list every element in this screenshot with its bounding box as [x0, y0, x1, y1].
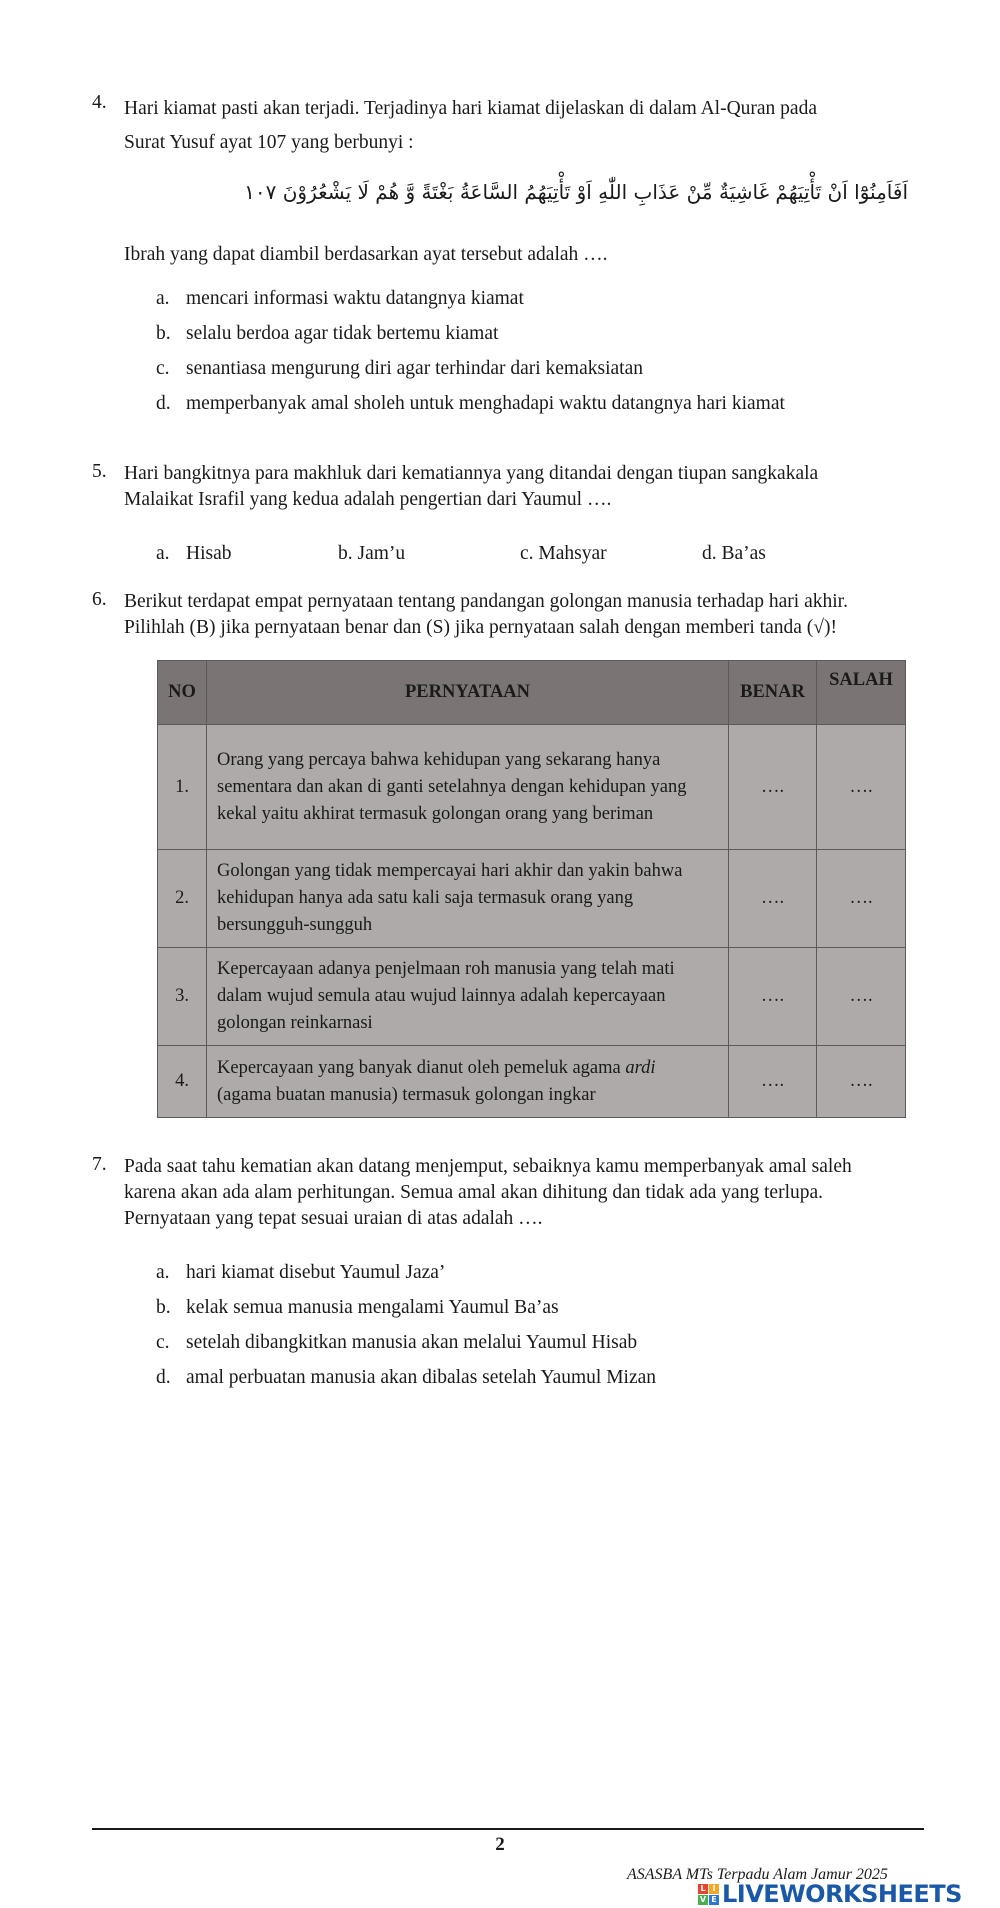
option-5d[interactable]: d. Ba’as — [702, 543, 766, 564]
option-4c[interactable] — [156, 358, 643, 380]
question-text-line: Hari kiamat pasti akan terjadi. Terjadinya hari kiamat dijelaskan di dalam Al-Quran pada — [124, 98, 817, 119]
question-text — [124, 92, 908, 160]
header-benar: BENAR — [729, 661, 817, 725]
statement-table — [157, 660, 906, 1118]
option-letter: a. — [156, 288, 170, 309]
table-row — [158, 1046, 906, 1118]
row-number: 3. — [158, 948, 207, 1046]
liveworksheets-logo-icon — [698, 1884, 719, 1905]
option-5a[interactable] — [156, 543, 232, 565]
arabic-verse: اَفَاَمِنُوْٓا اَنْ تَأْتِيَهُمْ غَاشِيَةٌ مِّنْ عَذَابِ اللّٰهِ اَوْ تَأْتِيَهُمُ السَّاعَةُ بَغْتَةً وَّ هُمْ لَا يَشْعُرُوْنَ ١٠٧ — [244, 180, 908, 204]
question-text — [124, 1154, 908, 1232]
question-text-line: Pilihlah (B) jika pernyataan benar dan (S) jika pernyataan salah dengan memberi tanda (√)! — [124, 617, 837, 638]
question-number: 7. — [92, 1154, 107, 1175]
option-4b[interactable] — [156, 323, 498, 345]
logo-letter: E — [709, 1895, 719, 1905]
statement-part: Kepercayaan yang banyak dianut oleh pemeluk agama — [217, 1057, 626, 1078]
row-number: 4. — [158, 1046, 207, 1118]
option-5c[interactable]: c. Mahsyar — [520, 543, 607, 564]
option-text: Hisab — [186, 543, 232, 564]
row-statement: Orang yang percaya bahwa kehidupan yang sekarang hanya sementara dan akan di ganti setelahnya dengan kehidupan yang kekal yaitu akhirat termasuk golongan orang yang beriman — [207, 725, 729, 850]
option-letter: d. — [156, 393, 171, 414]
logo-letter: L — [698, 1884, 708, 1894]
table-row — [158, 948, 906, 1046]
option-7b[interactable] — [156, 1297, 559, 1319]
option-7c[interactable] — [156, 1332, 637, 1354]
option-letter: a. — [156, 1262, 170, 1283]
question-text — [124, 461, 908, 513]
question-number: 4. — [92, 92, 107, 113]
question-text-line: Pada saat tahu kematian akan datang menjemput, sebaiknya kamu memperbanyak amal saleh — [124, 1156, 852, 1177]
option-letter: b. — [156, 323, 171, 344]
option-7a[interactable] — [156, 1262, 445, 1284]
table-row — [158, 725, 906, 850]
liveworksheets-wordmark: LIVEWORKSHEETS — [722, 1880, 962, 1908]
option-7d[interactable] — [156, 1367, 656, 1389]
option-letter: b. — [156, 1297, 171, 1318]
question-text-line: Berikut terdapat empat pernyataan tentang pandangan golongan manusia terhadap hari akhir. — [124, 591, 848, 612]
option-text: amal perbuatan manusia akan dibalas setelah Yaumul Mizan — [186, 1367, 657, 1388]
benar-blank[interactable]: …. — [729, 1046, 817, 1118]
question-text-line: Malaikat Israfil yang kedua adalah pengertian dari Yaumul …. — [124, 489, 612, 510]
option-letter: d. — [156, 1367, 171, 1388]
option-text: memperbanyak amal sholeh untuk menghadapi waktu datangnya hari kiamat — [186, 393, 785, 414]
benar-blank[interactable]: …. — [729, 948, 817, 1046]
question-text-line: Hari bangkitnya para makhluk dari kematiannya yang ditandai dengan tiupan sangkakala — [124, 463, 819, 484]
header-salah: SALAH — [817, 661, 906, 725]
option-text: mencari informasi waktu datangnya kiamat — [186, 288, 524, 309]
option-text: senantiasa mengurung diri agar terhindar dari kemaksiatan — [186, 358, 643, 379]
option-4d[interactable] — [156, 393, 785, 415]
option-5b[interactable]: b. Jam’u — [338, 543, 406, 564]
question-6 — [92, 589, 908, 641]
table-row — [158, 850, 906, 948]
header-no: NO — [158, 661, 207, 725]
question-text-line: karena akan ada alam perhitungan. Semua amal akan dihitung dan tidak ada yang terlupa. — [124, 1182, 824, 1203]
question-5 — [92, 461, 908, 513]
benar-blank[interactable]: …. — [729, 850, 817, 948]
question-text — [124, 589, 908, 641]
table-header-row — [158, 661, 906, 725]
row-number: 1. — [158, 725, 207, 850]
option-text: selalu berdoa agar tidak bertemu kiamat — [186, 323, 499, 344]
page-number: 2 — [495, 1834, 505, 1855]
option-text: kelak semua manusia mengalami Yaumul Ba’as — [186, 1297, 559, 1318]
question-number: 5. — [92, 461, 107, 482]
question-7 — [92, 1154, 908, 1232]
option-letter: a. — [156, 543, 170, 564]
option-4a[interactable] — [156, 288, 524, 310]
footer-divider — [92, 1828, 924, 1830]
statement-part: (agama buatan manusia) termasuk golongan ingkar — [217, 1084, 596, 1105]
option-letter: c. — [156, 1332, 170, 1353]
salah-blank[interactable]: …. — [817, 725, 906, 850]
row-statement — [207, 1046, 729, 1118]
option-text: hari kiamat disebut Yaumul Jaza’ — [186, 1262, 446, 1283]
row-statement: Golongan yang tidak mempercayai hari akhir dan yakin bahwa kehidupan hanya ada satu kali saja termasuk orang yang bersungguh-sungguh — [207, 850, 729, 948]
question-4 — [92, 92, 908, 160]
row-number: 2. — [158, 850, 207, 948]
salah-blank[interactable]: …. — [817, 1046, 906, 1118]
logo-letter: V — [699, 1894, 707, 1904]
question-4-prompt: Ibrah yang dapat diambil berdasarkan ayat tersebut adalah …. — [124, 244, 608, 265]
question-text-line: Pernyataan yang tepat sesuai uraian di atas adalah …. — [124, 1208, 543, 1229]
row-statement: Kepercayaan adanya penjelmaan roh manusia yang telah mati dalam wujud semula atau wujud lainnya adalah kepercayaan golongan reinkarnasi — [207, 948, 729, 1046]
statement-italic: ardi — [625, 1057, 656, 1078]
question-number: 6. — [92, 589, 107, 610]
header-statement: PERNYATAAN — [207, 661, 729, 725]
logo-letter: I — [709, 1884, 719, 1894]
option-letter: c. — [156, 358, 170, 379]
question-text-line: Surat Yusuf ayat 107 yang berbunyi : — [124, 132, 414, 153]
salah-blank[interactable]: …. — [817, 850, 906, 948]
salah-blank[interactable]: …. — [817, 948, 906, 1046]
school-name: ASASBA MTs Terpadu Alam Jamur 2025 — [627, 1866, 888, 1883]
option-text: setelah dibangkitkan manusia akan melalui Yaumul Hisab — [186, 1332, 638, 1353]
benar-blank[interactable]: …. — [729, 725, 817, 850]
